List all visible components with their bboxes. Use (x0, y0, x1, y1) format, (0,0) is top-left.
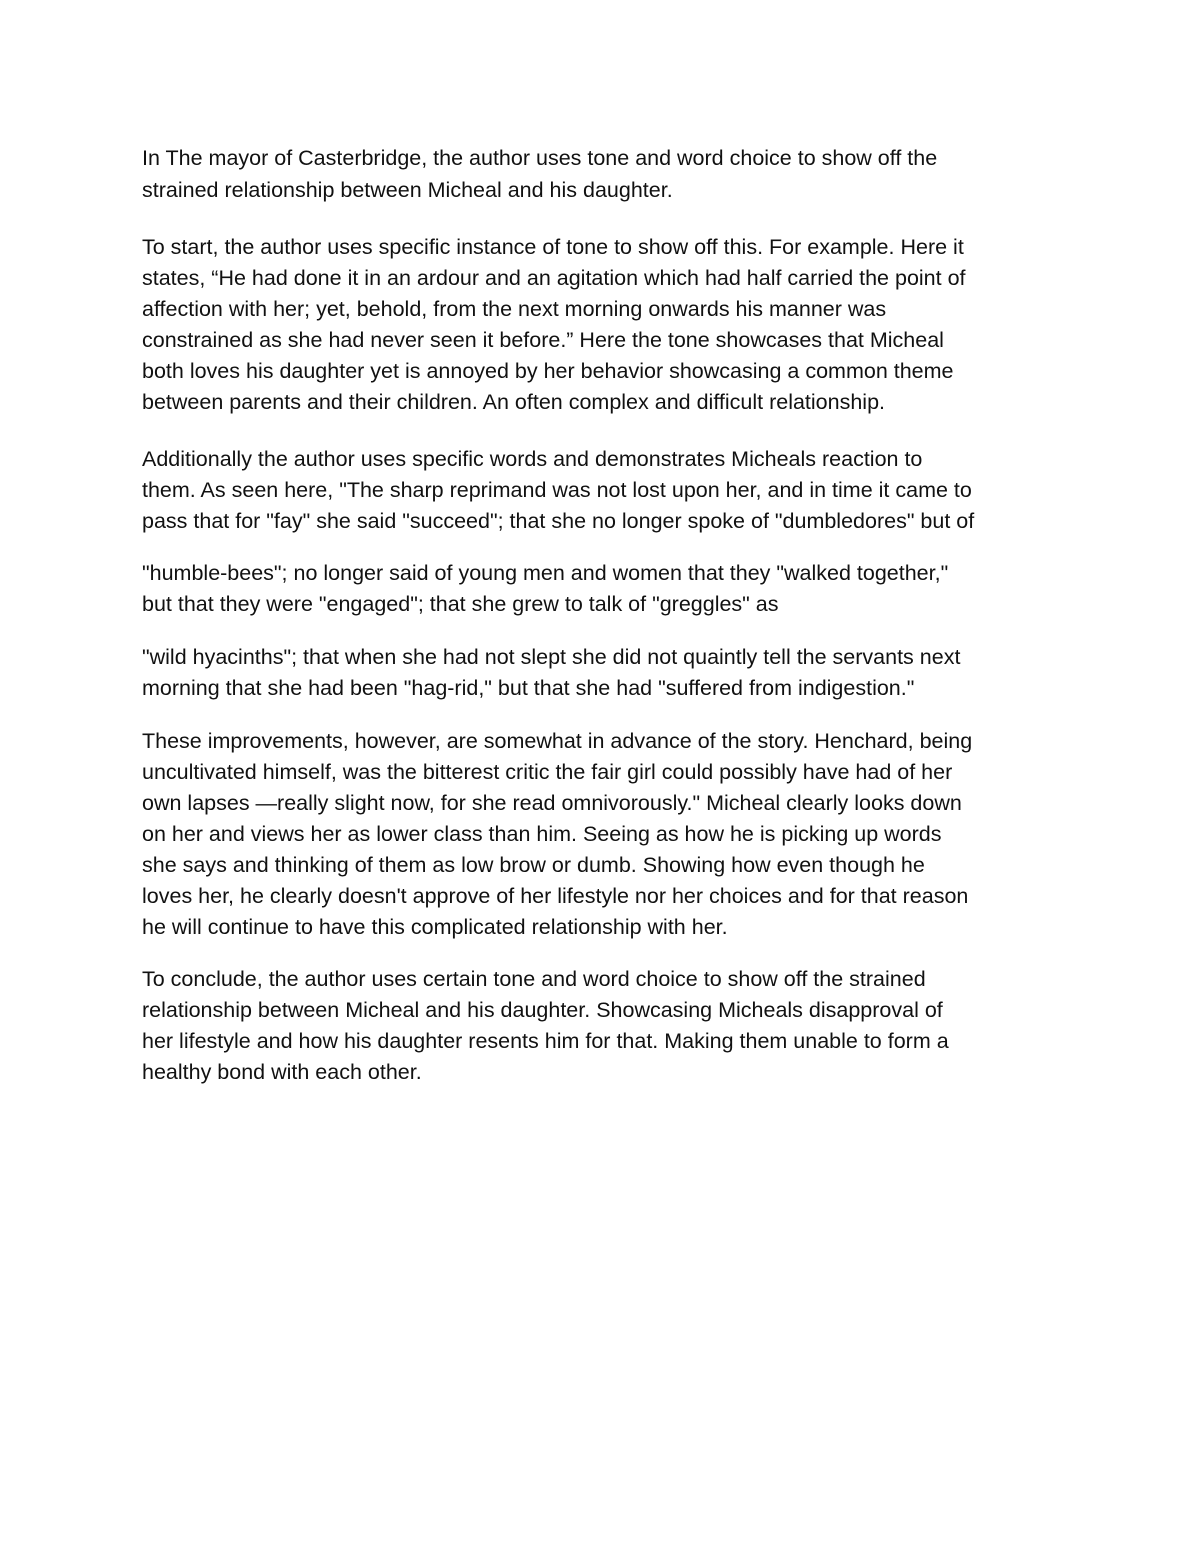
text-line: on her and views her as lower class than him. Seeing as how he is picking up words (142, 822, 942, 846)
text-line: own lapses —really slight now, for she read omnivorously." Micheal clearly looks down (142, 791, 962, 815)
text-line: her lifestyle and how his daughter resents him for that. Making them unable to form a (142, 1029, 949, 1053)
text-line: In The mayor of Casterbridge, the author uses tone and word choice to show off the (142, 146, 938, 170)
text-line: both loves his daughter yet is annoyed by her behavior showcasing a common theme (142, 359, 954, 383)
text-line: pass that for "fay" she said "succeed"; that she no longer spoke of "dumbledores" but of (142, 509, 975, 533)
text-line: affection with her; yet, behold, from the next morning onwards his manner was (142, 297, 887, 321)
paragraph-words-part-1 (142, 444, 1062, 537)
text-line: "humble-bees"; no longer said of young men and women that they "walked together," (142, 561, 949, 585)
text-line: strained relationship between Micheal and his daughter. (142, 178, 673, 202)
text-line: between parents and their children. An often complex and difficult relationship. (142, 390, 886, 414)
text-line: morning that she had been "hag-rid," but that she had "suffered from indigestion." (142, 676, 915, 700)
text-line: constrained as she had never seen it before.” Here the tone showcases that Micheal (142, 328, 944, 352)
text-line: To start, the author uses specific instance of tone to show off this. For example. Here it (142, 235, 964, 259)
text-line: To conclude, the author uses certain tone and word choice to show off the strained (142, 967, 926, 991)
paragraph-intro (142, 142, 1062, 206)
paragraph-tone (142, 232, 1062, 418)
text-line: she says and thinking of them as low brow or dumb. Showing how even though he (142, 853, 925, 877)
paragraph-words-part-3 (142, 642, 1062, 704)
text-line: them. As seen here, "The sharp reprimand was not lost upon her, and in time it came to (142, 478, 972, 502)
paragraph-improvements (142, 726, 1062, 943)
text-line: "wild hyacinths"; that when she had not slept she did not quaintly tell the servants next (142, 645, 961, 669)
text-line: relationship between Micheal and his daughter. Showcasing Micheals disapproval of (142, 998, 943, 1022)
text-line: loves her, he clearly doesn't approve of her lifestyle nor her choices and for that reason (142, 884, 969, 908)
text-line: healthy bond with each other. (142, 1060, 422, 1084)
paragraph-words-part-2 (142, 558, 1062, 620)
text-line: Additionally the author uses specific words and demonstrates Micheals reaction to (142, 447, 923, 471)
text-line: These improvements, however, are somewhat in advance of the story. Henchard, being (142, 729, 973, 753)
paragraph-conclusion (142, 964, 1062, 1088)
text-line: uncultivated himself, was the bitterest critic the fair girl could possibly have had of her (142, 760, 953, 784)
text-line: but that they were "engaged"; that she grew to talk of "greggles" as (142, 592, 779, 616)
text-line: he will continue to have this complicated relationship with her. (142, 915, 728, 939)
text-line: states, “He had done it in an ardour and an agitation which had half carried the point of (142, 266, 966, 290)
